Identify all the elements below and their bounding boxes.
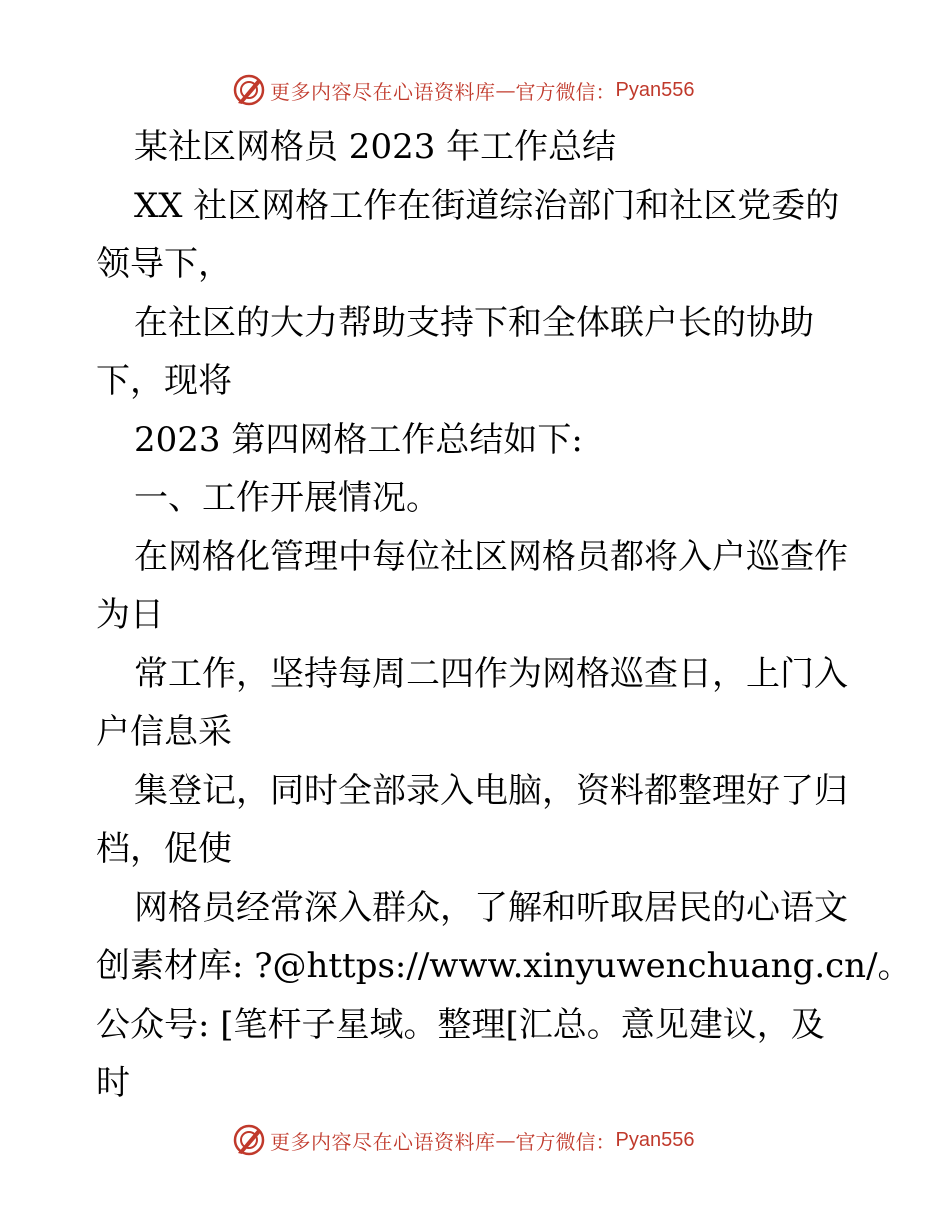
text-line: 常工作，坚持每周二四作为网格巡查日，上门入 xyxy=(134,653,848,694)
text-line: 时 xyxy=(96,1063,130,1103)
watermark-banner-bottom xyxy=(232,1120,752,1160)
text-line: 网格员经常深入群众，了解和听取居民的心语文 xyxy=(134,887,848,928)
text-line: 公众号: [笔杆子星域。整理[汇总。意见建议，及 xyxy=(96,1004,825,1045)
watermark-contact-id: Pyan556 xyxy=(615,1128,695,1151)
quill-logo-icon xyxy=(232,1123,266,1157)
text-line: 创素材库: ?@https://www.xinyuwenchuang.cn/。 xyxy=(96,946,912,986)
text-line: 档，促使 xyxy=(96,829,232,869)
text-line: 集登记，同时全部录入电脑，资料都整理好了归 xyxy=(134,770,848,811)
text-line: 下，现将 xyxy=(96,361,232,401)
text-line: 在社区的大力帮助支持下和全体联户长的协助 xyxy=(134,302,814,343)
watermark-separator: — xyxy=(495,1128,516,1152)
watermark-contact-label: 官方微信： xyxy=(515,79,616,104)
watermark-contact-id: Pyan556 xyxy=(615,78,695,101)
text-line: 在网格化管理中每位社区网格员都将入户巡查作 xyxy=(134,536,848,577)
text-line: 2023 第四网格工作总结如下: xyxy=(134,419,583,460)
watermark-separator: — xyxy=(495,78,516,102)
watermark-text: 更多内容尽在心语资料库 xyxy=(270,1129,496,1154)
watermark-banner-top xyxy=(232,70,752,110)
text-line: XX 社区网格工作在街道综治部门和社区党委的 xyxy=(134,185,840,226)
watermark-contact-label: 官方微信： xyxy=(515,1129,616,1154)
document-body xyxy=(96,118,912,1113)
text-line: 为日 xyxy=(96,595,164,635)
section-heading: 一、工作开展情况。 xyxy=(134,478,440,518)
text-line: 领导下， xyxy=(96,244,232,284)
text-line: 户信息采 xyxy=(96,712,232,752)
watermark-text: 更多内容尽在心语资料库 xyxy=(270,79,496,104)
quill-logo-icon xyxy=(232,73,266,107)
document-title: 某社区网格员 2023 年工作总结 xyxy=(134,127,617,167)
